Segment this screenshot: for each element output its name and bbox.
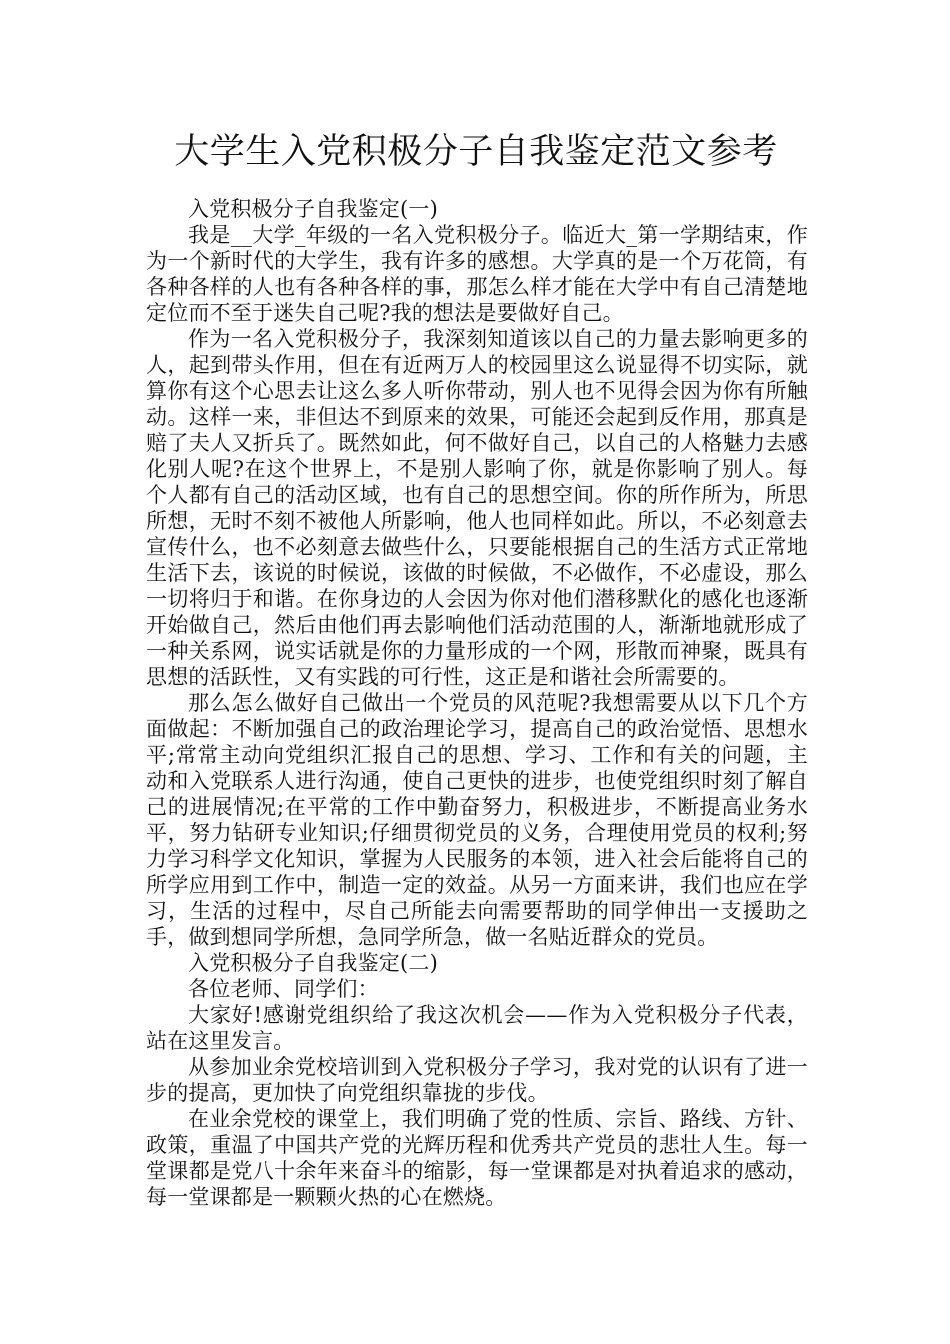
- paragraph: 那么怎么做好自己做出一个党员的风范呢?我想需要从以下几个方面做起：不断加强自己的政治理论学习，提高自己的政治觉悟、思想水平;常常主动向党组织汇报自己的思想、学习、工作和有关的问题，主动和入党联系人进行沟通，使自己更快的进步，也使党组织时刻了解自己的进展情况;在平常的工作中勤奋努力，积极进步，不断提高业务水平，努力钻研专业知识;仔细贯彻党员的义务，合理使用党员的权利;努力学习科学文化知识，掌握为人民服务的本领，进入社会后能将自己的所学应用到工作中，制造一定的效益。从另一方面来讲，我们也应在学习，生活的过程中，尽自己所能去向需要帮助的同学伸出一支援助之手，做到想同学所想，急同学所急，做一名贴近群众的党员。: [146, 691, 808, 949]
- paragraph: 作为一名入党积极分子，我深刻知道该以自己的力量去影响更多的人，起到带头作用，但在有近两万人的校园里这么说显得不切实际，就算你有这个心思去让这么多人听你带动，别人也不见得会因为你有所触动。这样一来，非但达不到原来的效果，可能还会起到反作用，那真是赔了夫人又折兵了。既然如此，何不做好自己，以自己的人格魅力去感化别人呢?在这个世界上，不是别人影响了你，就是你影响了别人。每个人都有自己的活动区域，也有自己的思想空间。你的所作所为，所思所想，无时不刻不被他人所影响，他人也同样如此。所以，不必刻意去宣传什么，也不必刻意去做些什么，只要能根据自己的生活方式正常地生活下去，该说的时候说，该做的时候做，不必做作，不必虚设，那么一切将归于和谐。在你身边的人会因为你对他们潜移默化的感化也逐渐开始做自己，然后由他们再去影响他们活动范围的人，渐渐地就形成了一种关系网，说实话就是你的力量形成的一个网，形散而神聚，既具有思想的活跃性，又有实践的可行性，这正是和谐社会所需要的。: [146, 327, 808, 689]
- paragraph: 在业余党校的课堂上，我们明确了党的性质、宗旨、路线、方针、政策，重温了中国共产党的光辉历程和优秀共产党员的悲壮人生。每一堂课都是党八十余年来奋斗的缩影，每一堂课都是对执着追求的感动，每一堂课都是一颗颗火热的心在燃烧。: [146, 1107, 808, 1209]
- paragraph: 我是__大学_年级的一名入党积极分子。临近大_第一学期结束，作为一个新时代的大学生，我有许多的感想。大学真的是一个万花筒，有各种各样的人也有各种各样的事，那怎么样才能在大学中有自己清楚地定位而不至于迷失自己呢?我的想法是要做好自己。: [146, 223, 808, 325]
- document-title: 大学生入党积极分子自我鉴定范文参考: [174, 132, 778, 172]
- section-heading-2: 入党积极分子自我鉴定(二): [188, 951, 438, 975]
- paragraph: 从参加业余党校培训到入党积极分子学习，我对党的认识有了进一步的提高，更加快了向党组织靠拢的步伐。: [146, 1055, 808, 1105]
- section-heading-1: 入党积极分子自我鉴定(一): [188, 197, 438, 221]
- document-body: [146, 196, 808, 1210]
- salutation: 各位老师、同学们：: [188, 977, 379, 1001]
- paragraph: 大家好!感谢党组织给了我这次机会——作为入党积极分子代表，站在这里发言。: [146, 1003, 808, 1053]
